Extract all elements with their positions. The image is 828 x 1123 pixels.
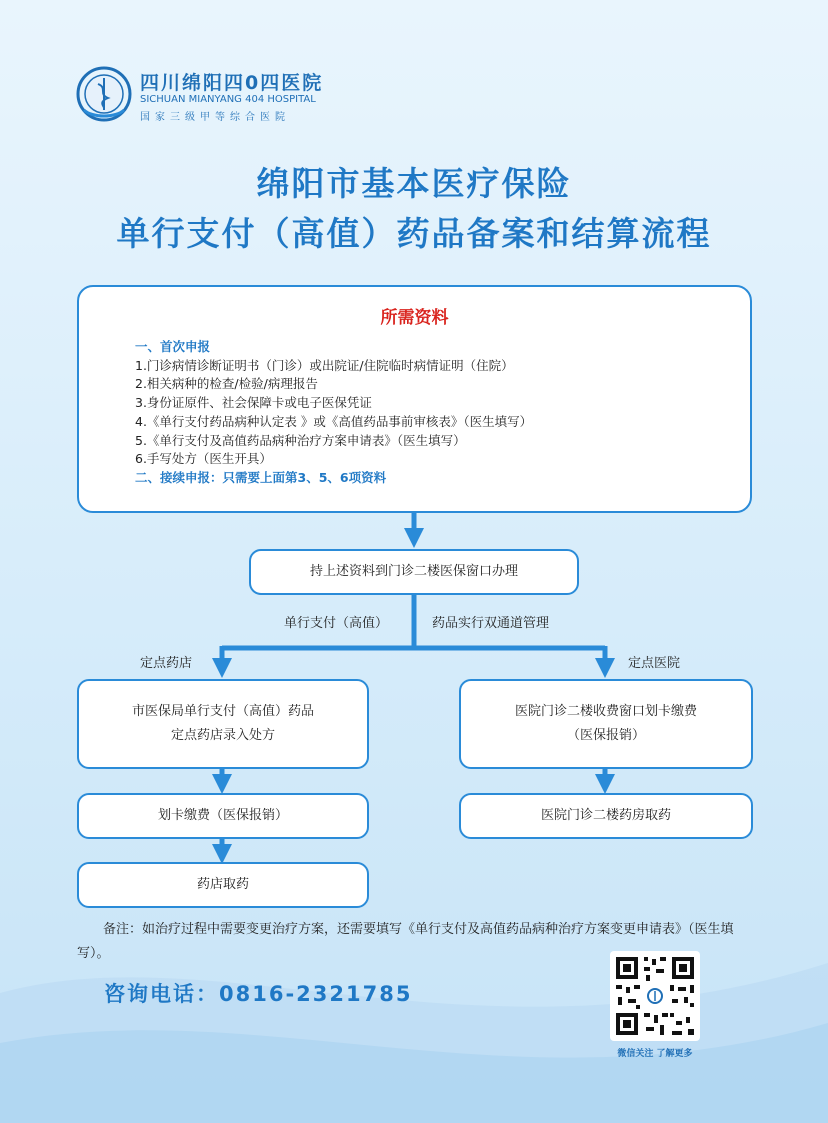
pharmacy-step1-line1: 市医保局单行支付（高值）药品: [131, 704, 314, 719]
pharmacy-step1-line2: 定点药店录入处方: [170, 728, 275, 743]
branch-label-hospital: 定点医院: [628, 656, 681, 671]
pharmacy-step-enter-prescription: [77, 679, 369, 769]
split-left-label: 单行支付（高值）: [284, 616, 389, 631]
pharmacy-step2-text: 划卡缴费（医保报销）: [157, 808, 288, 823]
requirement-item: 4.《单行支付药品病种认定表 》或《高值药品事前审核表》（医生填写）: [135, 413, 533, 429]
hospital-step2-text: 医院门诊二楼药房取药: [540, 808, 671, 823]
hospital-subtitle: 国家三级甲等综合医院: [140, 112, 290, 123]
wechat-qr-code[interactable]: [610, 951, 700, 1041]
page-title-line1: 绵阳市基本医疗保险: [256, 164, 572, 203]
contact-phone: 咨询电话：0816-2321785: [104, 982, 413, 1006]
qr-code-icon: [610, 951, 700, 1041]
hospital-step-pickup: [459, 793, 753, 839]
pharmacy-step-payment: [77, 793, 369, 839]
split-right-label: 药品实行双通道管理: [432, 616, 550, 631]
pharmacy-step3-text: 药店取药: [196, 877, 249, 892]
page-title-line2: 单行支付（高值）药品备案和结算流程: [116, 214, 712, 253]
requirements-list: [135, 338, 532, 488]
hospital-step1-line1: 医院门诊二楼收费窗口划卡缴费: [514, 704, 697, 719]
requirement-item: 3.身份证原件、社会保障卡或电子医保凭证: [135, 395, 372, 411]
flow-step-submit-materials: [249, 549, 579, 595]
requirement-item: 1.门诊病情诊断证明书（门诊）或出院证/住院临时病情证明（住院）: [135, 357, 514, 373]
requirement-section-first: 一、首次申报: [135, 339, 211, 354]
qr-caption: 微信关注 了解更多: [617, 1049, 693, 1059]
requirement-item: 2.相关病种的检查/检验/病理报告: [135, 376, 318, 392]
hospital-step-payment: [459, 679, 753, 769]
flow-step-submit-text: 持上述资料到门诊二楼医保窗口办理: [309, 564, 518, 579]
branch-label-pharmacy: 定点药店: [140, 656, 193, 671]
requirement-item: 6.手写处方（医生开具）: [135, 451, 272, 467]
requirements-heading: 所需资料: [380, 308, 449, 328]
hospital-name-cn: 四川绵阳四0四医院: [140, 72, 324, 94]
hospital-step1-line2: （医保报销）: [566, 728, 645, 743]
requirement-item: 5.《单行支付及高值药品病种治疗方案申请表》（医生填写）: [135, 432, 466, 448]
requirement-section-renewal: 二、接续申报：只需要上面第3、5、6项资料: [135, 469, 387, 485]
hospital-name-en: SICHUAN MIANYANG 404 HOSPITAL: [140, 94, 316, 105]
requirements-box: [77, 285, 752, 513]
pharmacy-step-pickup: [77, 862, 369, 908]
note-text: 备注：如治疗过程中需要变更治疗方案，还需要填写《单行支付及高值药品病种治疗方案变更申请表》（医生填写）。: [77, 922, 734, 961]
